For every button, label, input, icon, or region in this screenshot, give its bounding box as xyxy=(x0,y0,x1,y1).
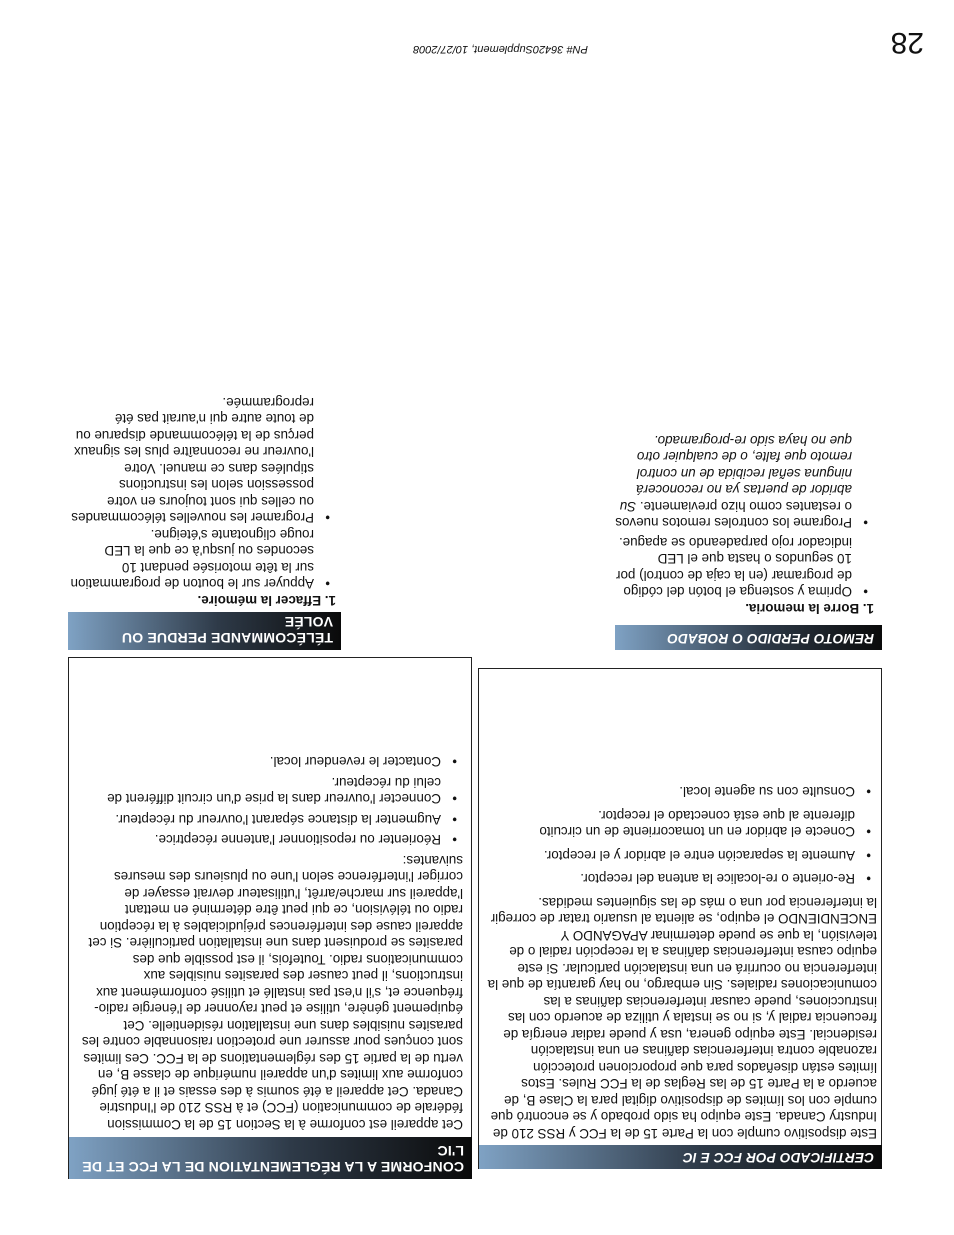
fcc-fr-body xyxy=(79,753,463,1132)
fcc-fr-bullet: • Augmenter la distance séparant l'ouvreur du récepteur. xyxy=(79,811,463,828)
fcc-fr-bullet: • Connecter l'ouvreur dans la prise d'un circuit différent de celui du récepteur. xyxy=(79,774,463,807)
fcc-es-intro: Este dispositivo cumple con la Parte 15 de la FCC y RSS 210 de Industry Canada. Este equipo ha sido probado y se encontró que cumple con los límites de dispositivo digital para la Clase B, de acuerdo a la Parte 15 de las Reglas de la FCC Rules. Estos límites están diseñados para que proporcionen protección razonable contra interferencias dañinas en una instalación residencial. Este equipo genera, usa y puede radiar energía de frecuencia radial y, si no se instala y utiliza de acuerdo con las instrucciones, puede causar interferencias dañinas a las comunicaciones radiales. Sin embargo, no hay garantía de que la interferencia no ocurrirá en una instalación particular. Si este equipo causa interferencias dañinas a la recepción radial o de televisión, la que se puede determinar APAGANDO Y ENCENDIENDO el equipo, se alienta al usuario tratar de corregir la interferencia por una o más de las siguientes medidas. xyxy=(487,895,877,1141)
lost-fr-bullet-1: • Appuyer sur le bouton de programmation sur la tête motorisée pendant 10 secondes ou jusqu'à ce que la LED rouge clignotante s'éteigne. xyxy=(70,526,336,592)
lost-fr-section xyxy=(70,394,336,609)
lost-es-bullet-2 xyxy=(612,432,874,531)
lost-es-bullet-1: • Oprima y sostenga el botón del código de programar (en la caja de control) por 10 segundos o hasta que el LED indicador rojo parpadeando se apague. xyxy=(612,534,874,600)
fcc-es-bullet: • Aumente la separación entre el abridor y el receptor. xyxy=(485,847,877,864)
fcc-es-header: CERTIFICADO POR FCC E IC xyxy=(479,1145,882,1169)
lost-fr-header: TÉLÉCOMMANDE PERDUE OU VOLÉE xyxy=(68,612,341,650)
lost-es-step: 1. Borre la memoria. xyxy=(745,601,874,616)
fcc-es-list xyxy=(485,783,877,887)
fcc-fr-bullet: • Contacter le revendeur local. xyxy=(79,753,463,770)
lost-es-list xyxy=(612,432,874,600)
page-number: 28 xyxy=(890,26,924,59)
part-number: PN# 36420Supplement, 10/27/2008 xyxy=(413,43,588,55)
lost-fr-step: 1. Effacer la mémoire. xyxy=(197,593,336,608)
fcc-es-bullet: • Re-oriente o re-localice la antena del receptor. xyxy=(485,870,877,887)
fcc-fr-bullet: • Réorienter ou repositionner l'antenne réceptrice. xyxy=(79,831,463,848)
lost-fr-bullet-2: • Programer les nouvelles télécommandes ou celles qui sont toujours en votre possession selon les instructions stipulées dans ce manuel. Votre l'ouvreur ne reconnaître plus les signaux perçus de la télécommande disparue ou de toute autre qui n'aurait pas été reprogrammée. xyxy=(70,394,336,526)
fcc-es-bullet: • Consulte con su agente local. xyxy=(485,783,877,800)
lost-es-section xyxy=(612,432,874,617)
lost-es-bullet-2-text: Programe los controles remotos nuevos o restantes como hizo previamente. xyxy=(615,499,852,531)
fcc-fr-list xyxy=(79,753,463,848)
fcc-fr-intro: Cet appareil est conforme à la Section 15 de la Commission fédérale de communication (FCC) et à RSS 210 de l'Industrie Canada. Cet appareil a été soumis à des essais et il a été jugé conforme aux limites d'un appareil numérique de classe B, en vertu de la partie 15 des réglementations de la FCC. Ces limites sont conçues pour assurer une protection raisonnable contre les parasites nuisibles dans une installation résidentielle. Cet équipement génère, utilise et peut rayonner de l'énergie radio-fréquence et, s'il n'est pas installé et utilisé conformément aux instructions, il peut causer des parasites nuisibles aux communications radio. Toutefois, il est possible que des parasites se produisent dans une installation particulière. Si cet appareil cause des interférences préjudiciables à la réception radio ou télévision, ce qui peut être déterminé en mettant l'appareil sur marche/arrêt, l'utilisateur devrait essayer de corriger l'interférence selon l'une ou plusieurs des mesures suivantes: xyxy=(81,853,463,1132)
fcc-es-bullet: • Conecte el abridor en un tomacorriente de un circuito diferente al que está conectado el receptor. xyxy=(485,807,877,840)
fcc-es-body xyxy=(485,783,877,1141)
fcc-es-box xyxy=(478,668,882,1169)
lost-es-header: REMOTO PERDIDO O ROBADO xyxy=(615,625,882,650)
lost-es-bullet-2-note: Su abridor de puertas ya no reconocerá ninguna señal recibida de un control remoto que falte, o de cualquier otro que no haya sido re-programado. xyxy=(619,433,852,514)
fcc-fr-header: CONFORME A LA RÉGLEMENTATION DE LA FCC ET DE L'IC xyxy=(69,1137,472,1179)
fcc-fr-box xyxy=(68,657,472,1179)
lost-fr-list xyxy=(70,394,336,592)
